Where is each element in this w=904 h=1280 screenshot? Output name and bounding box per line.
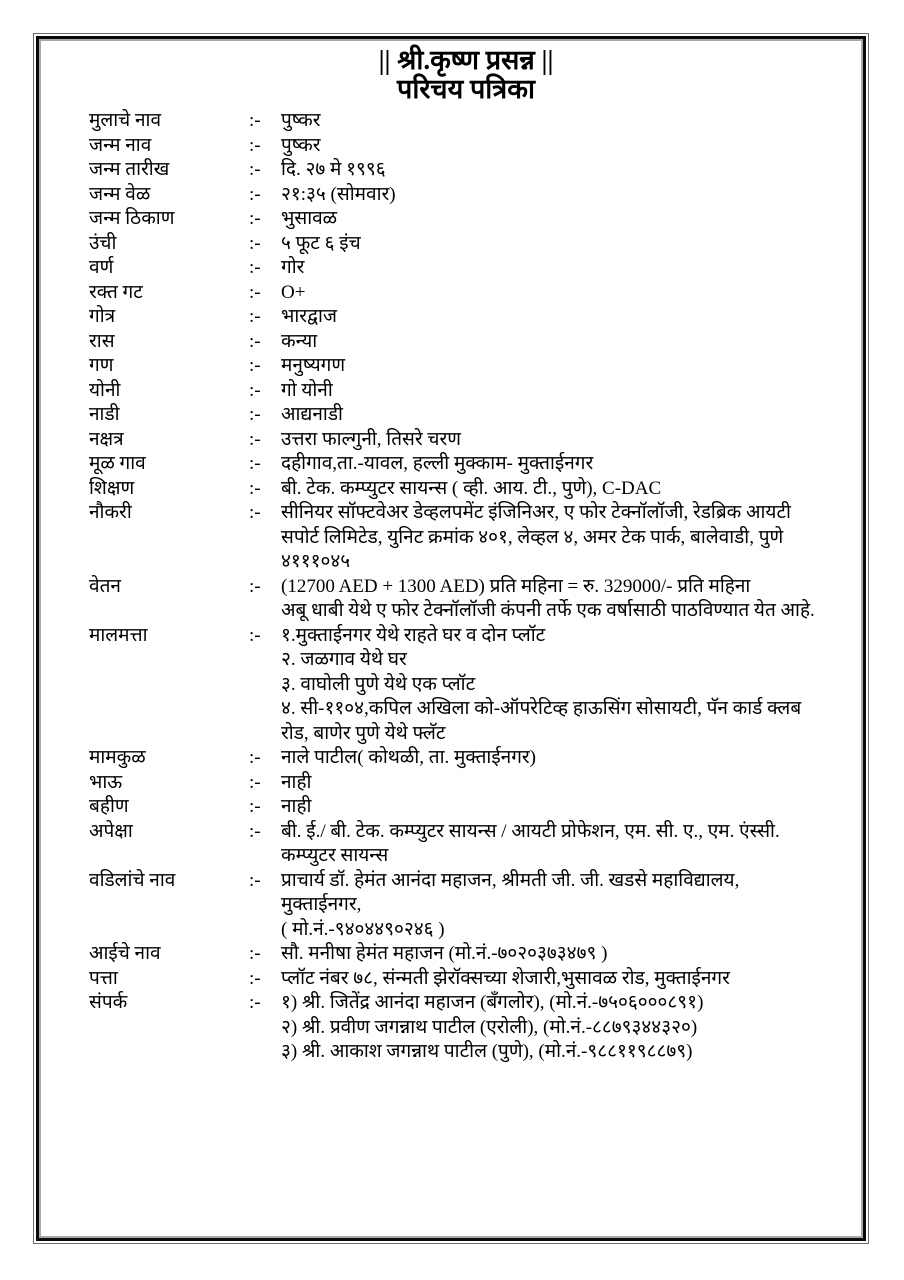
- field-label: गण: [89, 355, 114, 376]
- invocation-title: || श्री.कृष्ण प्रसन्न ||: [378, 45, 554, 75]
- bio-row: [89, 746, 843, 771]
- colon-separator: :-: [249, 306, 261, 327]
- field-label: जन्म ठिकाण: [89, 208, 175, 229]
- bio-row: [89, 428, 843, 453]
- bio-row: [89, 477, 843, 502]
- colon-separator: :-: [249, 796, 261, 817]
- bio-row: [89, 134, 843, 159]
- field-value-line: उत्तरा फाल्गुनी, तिसरे चरण: [281, 428, 461, 450]
- bio-row: [89, 305, 843, 330]
- field-label: जन्म नाव: [89, 134, 152, 156]
- field-value: [281, 158, 843, 183]
- bio-row: [89, 771, 843, 796]
- bio-row: [89, 967, 843, 992]
- field-label: रास: [89, 330, 115, 352]
- field-value: [281, 967, 843, 992]
- colon-separator: :-: [249, 257, 261, 278]
- field-value-line: ४१११०४५: [281, 551, 351, 572]
- field-value-line: (12700 AED + 1300 AED) प्रति महिना = रु. 329000/- प्रति महिना: [281, 575, 751, 597]
- bio-row: [89, 330, 843, 355]
- field-value: [281, 452, 843, 477]
- field-value-line: बी. ई./ बी. टेक. कम्प्युटर सायन्स / आयटी प्रोफेशन, एम. सी. ए., एम. एंस्सी.: [281, 820, 780, 842]
- field-label: नाडी: [89, 404, 120, 425]
- colon-separator: :-: [249, 330, 261, 352]
- field-value: [281, 991, 843, 1065]
- field-value-line: गो योनी: [281, 379, 333, 401]
- field-value-line: ( मो.नं.-९४०४४९०२४६ ): [281, 918, 445, 940]
- field-value-line: नाले पाटील( कोथळी, ता. मुक्ताईनगर): [281, 747, 536, 768]
- bio-row: [89, 379, 843, 404]
- field-value: [281, 207, 843, 232]
- field-label: योनी: [89, 379, 121, 401]
- field-value-line: १) श्री. जितेंद्र आनंदा महाजन (बँगलोर), (मो.नं.-७५०६०००८९१): [281, 992, 704, 1013]
- colon-separator: :-: [249, 771, 261, 793]
- bio-row: [89, 207, 843, 232]
- field-value-line: प्लॉट नंबर ७८, संन्मती झेरॉक्सच्या शेजारी,भुसावळ रोड, मुक्ताईनगर: [281, 967, 730, 989]
- field-value: [281, 134, 843, 159]
- field-label: रक्त गट: [89, 281, 143, 303]
- field-label: मामकुळ: [89, 747, 146, 768]
- colon-separator: :-: [249, 453, 261, 474]
- colon-separator: :-: [249, 992, 261, 1013]
- colon-separator: :-: [249, 134, 261, 156]
- field-value: [281, 771, 843, 796]
- field-value-line: नाही: [281, 796, 312, 817]
- field-value: [281, 354, 843, 379]
- field-value-line: कन्या: [281, 330, 318, 352]
- field-value-line: २) श्री. प्रवीण जगन्नाथ पाटील (एरोली), (मो.नं.-८८७९३४४३२०): [281, 1016, 698, 1038]
- bio-row: [89, 232, 843, 257]
- field-label: जन्म तारीख: [89, 159, 170, 180]
- bio-row: [89, 820, 843, 869]
- page-title: परिचय पत्रिका: [397, 74, 535, 104]
- colon-separator: :-: [249, 869, 261, 891]
- bio-row: [89, 354, 843, 379]
- field-value-line: ५ फूट ६ इंच: [281, 232, 361, 254]
- field-value-line: ३) श्री. आकाश जगन्नाथ पाटील (पुणे), (मो.नं.-९८८११९८८७९): [281, 1041, 693, 1062]
- field-label: नक्षत्र: [89, 428, 124, 450]
- field-value-line: रोड, बाणेर पुणे येथे फ्लॅट: [281, 722, 446, 744]
- colon-separator: :-: [249, 379, 261, 401]
- colon-separator: :-: [249, 820, 261, 842]
- field-value-line: भारद्वाज: [281, 306, 337, 327]
- bio-row: [89, 109, 843, 134]
- colon-separator: :-: [249, 747, 261, 768]
- field-value-line: गोर: [281, 257, 305, 278]
- bio-row: [89, 991, 843, 1065]
- colon-separator: :-: [249, 967, 261, 989]
- field-label: बहीण: [89, 796, 129, 817]
- field-value-line: दहीगाव,ता.-यावल, हल्ली मुक्काम- मुक्ताईनगर: [281, 453, 594, 474]
- field-label: वडिलांचे नाव: [89, 869, 176, 891]
- bio-row: [89, 501, 843, 575]
- field-value: [281, 428, 843, 453]
- field-value: [281, 869, 843, 943]
- field-label: वर्ण: [89, 257, 114, 278]
- field-value-line: मनुष्यगण: [281, 355, 346, 376]
- field-value: [281, 330, 843, 355]
- field-value: [281, 232, 843, 257]
- field-value-line: पुष्कर: [281, 110, 321, 131]
- bio-row: [89, 942, 843, 967]
- field-value: [281, 942, 843, 967]
- bio-row: [89, 183, 843, 208]
- field-value-line: सौ. मनीषा हेमंत महाजन (मो.नं.-७०२०३७३४७९ ): [281, 943, 608, 964]
- field-value: [281, 746, 843, 771]
- bio-row: [89, 403, 843, 428]
- field-label: संपर्क: [89, 992, 128, 1013]
- colon-separator: :-: [249, 428, 261, 450]
- bio-row: [89, 452, 843, 477]
- colon-separator: :-: [249, 502, 261, 523]
- page-border-frame: [33, 33, 869, 1244]
- colon-separator: :-: [249, 281, 261, 303]
- bio-row: [89, 869, 843, 943]
- field-label: मूळ गाव: [89, 453, 146, 474]
- field-value-line: २१:३५ (सोमवार): [281, 183, 396, 205]
- field-value-line: भुसावळ: [281, 208, 338, 229]
- field-value-line: बी. टेक. कम्प्युटर सायन्स ( व्ही. आय. टी., पुणे), C-DAC: [281, 477, 662, 499]
- colon-separator: :-: [249, 477, 261, 499]
- colon-separator: :-: [249, 208, 261, 229]
- field-value: [281, 477, 843, 502]
- bio-row: [89, 158, 843, 183]
- bio-row: [89, 281, 843, 306]
- field-value-line: ३. वाघोली पुणे येथे एक प्लॉट: [281, 673, 476, 695]
- field-value: [281, 624, 843, 747]
- field-value: [281, 501, 843, 575]
- bio-row: [89, 624, 843, 747]
- field-value-line: सीनियर सॉफ्टवेअर डेव्हलपमेंट इंजिनिअर, ए फोर टेक्नॉलॉजी, रेडब्रिक आयटी: [281, 502, 791, 523]
- field-value: [281, 256, 843, 281]
- field-value-line: आद्यनाडी: [281, 404, 343, 425]
- field-value-line: सपोर्ट लिमिटेड, युनिट क्रमांक ४०१, लेव्हल ४, अमर टेक पार्क, बालेवाडी, पुणे: [281, 526, 784, 548]
- field-value: [281, 820, 843, 869]
- colon-separator: :-: [249, 232, 261, 254]
- colon-separator: :-: [249, 624, 261, 646]
- field-value-line: प्राचार्य डॉ. हेमंत आनंदा महाजन, श्रीमती जी. जी. खडसे महाविद्यालय,: [281, 869, 740, 891]
- field-label: जन्म वेळ: [89, 183, 151, 205]
- bio-row: [89, 256, 843, 281]
- field-value: [281, 379, 843, 404]
- field-value: [281, 403, 843, 428]
- colon-separator: :-: [249, 159, 261, 180]
- field-value-line: अबू धाबी येथे ए फोर टेक्नॉलॉजी कंपनी तर्फे एक वर्षासाठी पाठविण्यात येत आहे.: [281, 600, 815, 621]
- field-value-line: O+: [281, 281, 306, 303]
- document-content: [41, 41, 861, 1065]
- field-label: मुलाचे नाव: [89, 110, 162, 131]
- field-label: अपेक्षा: [89, 820, 133, 842]
- field-value: [281, 795, 843, 820]
- biodata-rows: [89, 109, 843, 1065]
- field-value: [281, 183, 843, 208]
- colon-separator: :-: [249, 183, 261, 205]
- field-value: [281, 109, 843, 134]
- field-label: शिक्षण: [89, 477, 135, 499]
- bio-row: [89, 795, 843, 820]
- field-value-line: १.मुक्ताईनगर येथे राहते घर व दोन प्लॉट: [281, 624, 546, 646]
- field-label: गोत्र: [89, 306, 116, 327]
- field-label: उंची: [89, 232, 117, 254]
- colon-separator: :-: [249, 943, 261, 964]
- field-value: [281, 575, 843, 624]
- field-label: भाऊ: [89, 771, 123, 793]
- field-value-line: मुक्ताईनगर,: [281, 894, 362, 915]
- colon-separator: :-: [249, 404, 261, 425]
- colon-separator: :-: [249, 110, 261, 131]
- field-label: मालमत्ता: [89, 624, 148, 646]
- field-value-line: नाही: [281, 771, 312, 793]
- field-value-line: २. जळगाव येथे घर: [281, 649, 407, 670]
- bio-row: [89, 575, 843, 624]
- field-value-line: ४. सी-११०४,कपिल अखिला को-ऑपरेटिव्ह हाऊसिंग सोसायटी, पॅन कार्ड क्लब: [281, 698, 802, 719]
- field-label: नौकरी: [89, 502, 132, 523]
- page-border-innermost: [39, 39, 863, 1238]
- field-value-line: कम्प्युटर सायन्स: [281, 845, 389, 866]
- field-value: [281, 281, 843, 306]
- field-label: पत्ता: [89, 967, 118, 989]
- colon-separator: :-: [249, 355, 261, 376]
- field-label: वेतन: [89, 575, 121, 597]
- field-value-line: पुष्कर: [281, 134, 321, 156]
- field-value: [281, 305, 843, 330]
- colon-separator: :-: [249, 575, 261, 597]
- page-border-inner: [36, 36, 866, 1241]
- field-label: आईचे नाव: [89, 943, 161, 964]
- field-value-line: दि. २७ मे १९९६: [281, 159, 386, 180]
